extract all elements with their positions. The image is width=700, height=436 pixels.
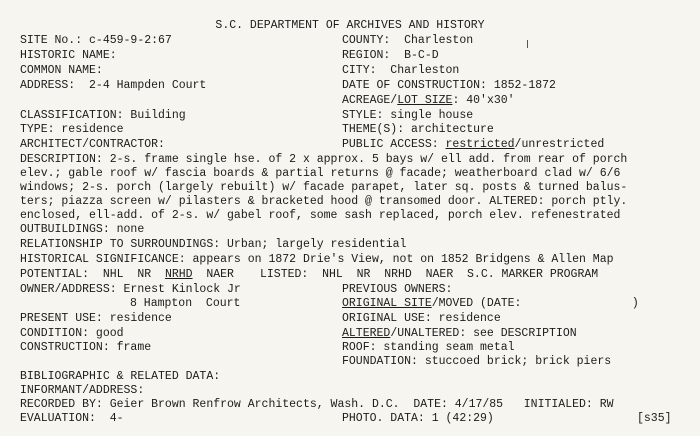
original-site bbox=[342, 297, 639, 310]
public-access bbox=[342, 138, 604, 151]
altered-label: ALTERED bbox=[342, 327, 391, 340]
site-no: SITE No.: c-459-9-2:67 bbox=[20, 34, 172, 47]
altered bbox=[342, 327, 577, 340]
description-line: elev.; gable roof w/ fascia boards & partial returns @ facade; weatherboard clad w/ 6/6 bbox=[20, 167, 621, 180]
description-line: enclosed, ell-add. of 2-s. w/ gabel roof, some sash replaced, porch elev. refenestrated bbox=[20, 209, 621, 222]
public-access-label: PUBLIC ACCESS: bbox=[342, 138, 446, 151]
photo-data: PHOTO. DATA: 1 (42:29) bbox=[342, 412, 494, 425]
themes: THEME(S): architecture bbox=[342, 123, 494, 136]
county: COUNTY: Charleston bbox=[342, 34, 474, 47]
architect-contractor: ARCHITECT/CONTRACTOR: bbox=[20, 138, 165, 151]
potential-naer: NAER bbox=[192, 268, 234, 281]
bibliographic-data: BIBLIOGRAPHIC & RELATED DATA: bbox=[20, 370, 221, 383]
frame-code: [s35] bbox=[637, 412, 672, 425]
classification: CLASSIFICATION: Building bbox=[20, 109, 186, 122]
region: REGION: B-C-D bbox=[342, 49, 439, 62]
previous-owners: PREVIOUS OWNERS: bbox=[342, 283, 453, 296]
original-use: ORIGINAL USE: residence bbox=[342, 312, 501, 325]
public-access-restricted: restricted bbox=[445, 138, 515, 151]
historic-name: HISTORIC NAME: bbox=[20, 49, 117, 62]
roof: ROOF: standing seam metal bbox=[342, 341, 515, 354]
address: ADDRESS: 2-4 Hampden Court bbox=[20, 79, 207, 92]
common-name: COMMON NAME: bbox=[20, 64, 103, 77]
card-title: S.C. DEPARTMENT OF ARCHIVES AND HISTORY bbox=[215, 19, 485, 32]
outbuildings: OUTBUILDINGS: none bbox=[20, 223, 145, 236]
description-line: ters; piazza screen w/ pilasters & bracketed hood @ transomed door. ALTERED: porch ptly. bbox=[20, 195, 628, 208]
foundation: FOUNDATION: stuccoed brick; brick piers bbox=[342, 355, 612, 368]
potential bbox=[20, 268, 234, 281]
owner-address: OWNER/ADDRESS: Ernest Kinlock Jr bbox=[20, 283, 241, 296]
description-line: DESCRIPTION: 2-s. frame single hse. of 2 x approx. 5 bays w/ ell add. from rear of porch bbox=[20, 153, 628, 166]
informant-address: INFORMANT/ADDRESS: bbox=[20, 384, 145, 397]
lot-size-value: : 40'x30' bbox=[452, 94, 515, 107]
potential-nrhd: NRHD bbox=[164, 268, 193, 281]
evaluation: EVALUATION: 4- bbox=[20, 412, 124, 425]
date-of-construction: DATE OF CONSTRUCTION: 1852-1872 bbox=[342, 79, 556, 92]
description-line: windows; 2-s. porch (largely rebuilt) w/ facade parapet, later sq. posts & turned balus- bbox=[20, 181, 628, 194]
moved-date: /MOVED (DATE: ) bbox=[431, 297, 639, 310]
original-site-label: ORIGINAL SITE bbox=[342, 297, 432, 310]
public-access-unrestricted: /unrestricted bbox=[514, 138, 605, 151]
condition: CONDITION: good bbox=[20, 327, 124, 340]
unaltered-note: /UNALTERED: see DESCRIPTION bbox=[390, 327, 577, 340]
acreage-label: ACREAGE/ bbox=[342, 94, 398, 107]
lot-size-label: LOT SIZE bbox=[397, 94, 453, 107]
type: TYPE: residence bbox=[20, 123, 124, 136]
historical-significance: HISTORICAL SIGNIFICANCE: appears on 1872 Drie's View, not on 1852 Bridgens & Allen Map bbox=[20, 253, 614, 266]
relationship-to-surroundings: RELATIONSHIP TO SURROUNDINGS: Urban; largely residential bbox=[20, 238, 407, 251]
owner-address-line2: 8 Hampton Court bbox=[130, 297, 241, 310]
potential-label: POTENTIAL: NHL NR bbox=[20, 268, 165, 281]
construction: CONSTRUCTION: frame bbox=[20, 341, 152, 354]
city: CITY: Charleston bbox=[342, 64, 460, 77]
style: STYLE: single house bbox=[342, 109, 474, 122]
listed: LISTED: NHL NR NRHD NAER S.C. MARKER PROGRAM bbox=[260, 268, 599, 281]
acreage-lot-size bbox=[342, 94, 515, 107]
pencil-tick-mark bbox=[527, 40, 528, 48]
recorded-by: RECORDED BY: Geier Brown Renfrow Architects, Wash. D.C. DATE: 4/17/85 INITIALED: RW bbox=[20, 398, 614, 411]
present-use: PRESENT USE: residence bbox=[20, 312, 172, 325]
